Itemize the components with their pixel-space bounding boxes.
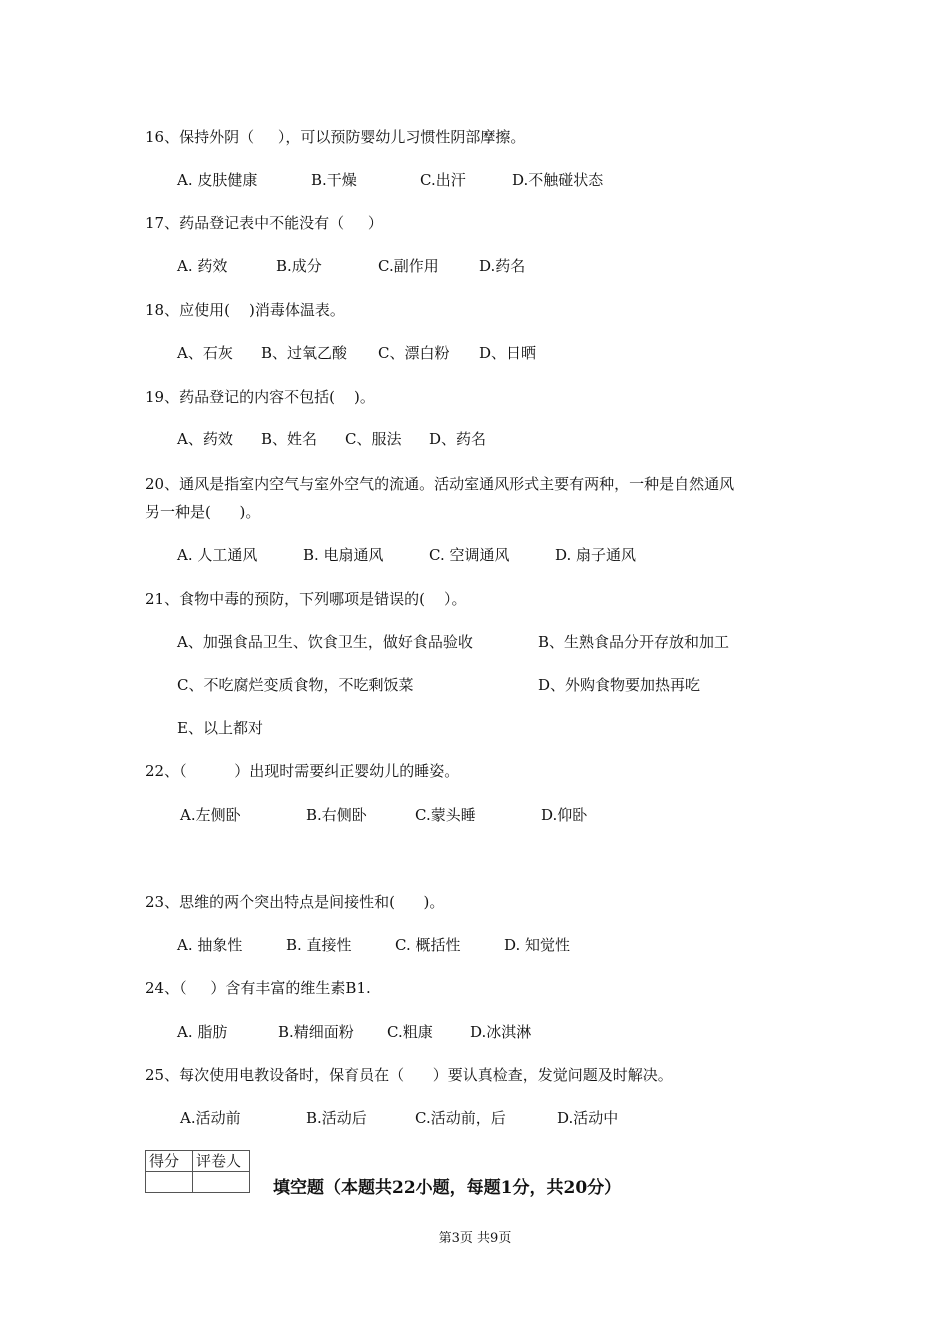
question-16-option-a: A. 皮肤健康 — [177, 171, 258, 189]
question-23-option-a: A. 抽象性 — [177, 936, 243, 954]
question-16-option-d: D.不触碰状态 — [512, 171, 604, 189]
score-cell[interactable] — [146, 1172, 193, 1193]
question-22-option-a: A.左侧卧 — [180, 806, 241, 824]
question-19-option-a: A、药效 — [177, 430, 233, 448]
question-16-option-c: C.出汗 — [420, 171, 466, 189]
question-18-stem: 18、应使用( )消毒体温表。 — [145, 301, 345, 319]
question-18-option-d: D、日晒 — [479, 344, 537, 362]
grader-header: 评卷人 — [193, 1151, 250, 1172]
question-20-option-d: D. 扇子通风 — [555, 546, 637, 564]
question-17-option-b: B.成分 — [276, 257, 322, 275]
score-header: 得分 — [146, 1151, 193, 1172]
question-20-option-b: B. 电扇通风 — [303, 546, 384, 564]
question-17-option-d: D.药名 — [479, 257, 526, 275]
question-25-option-a: A.活动前 — [180, 1109, 241, 1127]
question-22-stem: 22、（ ）出现时需要纠正婴幼儿的睡姿。 — [145, 762, 460, 780]
section-title: 填空题（本题共22小题，每题1分，共20分） — [273, 1178, 622, 1198]
question-17-option-c: C.副作用 — [378, 257, 439, 275]
grader-cell[interactable] — [193, 1172, 250, 1193]
question-21-option-c: C、不吃腐烂变质食物，不吃剩饭菜 — [177, 676, 414, 694]
question-24-stem: 24、（ ）含有丰富的维生素B1. — [145, 979, 371, 997]
question-21-stem: 21、食物中毒的预防，下列哪项是错误的( ）。 — [145, 590, 467, 608]
question-21-option-e: E、以上都对 — [177, 719, 263, 737]
question-16-stem: 16、保持外阴（ ），可以预防婴幼儿习惯性阴部摩擦。 — [145, 128, 526, 146]
question-24-option-b: B.精细面粉 — [278, 1023, 354, 1041]
question-19-option-c: C、服法 — [345, 430, 402, 448]
question-17-stem: 17、药品登记表中不能没有（ ） — [145, 214, 383, 232]
question-19-option-d: D、药名 — [429, 430, 487, 448]
page-footer: 第3页 共9页 — [438, 1231, 512, 1246]
question-24-option-c: C.粗康 — [387, 1023, 433, 1041]
question-25-option-b: B.活动后 — [306, 1109, 367, 1127]
question-24-option-d: D.冰淇淋 — [470, 1023, 532, 1041]
question-20-stem-line-2: 另一种是( )。 — [145, 503, 261, 521]
question-17-option-a: A. 药效 — [177, 257, 228, 275]
question-20-option-a: A. 人工通风 — [177, 546, 258, 564]
question-20-option-c: C. 空调通风 — [429, 546, 510, 564]
question-18-option-b: B、过氧乙酸 — [261, 344, 348, 362]
question-21-option-d: D、外购食物要加热再吃 — [538, 676, 701, 694]
question-25-option-c: C.活动前，后 — [415, 1109, 506, 1127]
score-table — [145, 1150, 250, 1193]
question-22-option-d: D.仰卧 — [541, 806, 588, 824]
question-19-option-b: B、姓名 — [261, 430, 318, 448]
question-22-option-b: B.右侧卧 — [306, 806, 367, 824]
question-23-option-c: C. 概括性 — [395, 936, 461, 954]
question-16-option-b: B.干燥 — [311, 171, 357, 189]
question-22-option-c: C.蒙头睡 — [415, 806, 476, 824]
question-23-option-d: D. 知觉性 — [504, 936, 571, 954]
question-25-stem: 25、每次使用电教设备时，保育员在（ ）要认真检查，发觉问题及时解决。 — [145, 1066, 673, 1084]
question-18-option-a: A、石灰 — [177, 344, 233, 362]
question-24-option-a: A. 脂肪 — [177, 1023, 228, 1041]
question-19-stem: 19、药品登记的内容不包括( )。 — [145, 388, 375, 406]
question-18-option-c: C、漂白粉 — [378, 344, 450, 362]
question-21-option-b: B、生熟食品分开存放和加工 — [538, 633, 730, 651]
question-20-stem-line-1: 20、通风是指室内空气与室外空气的流通。活动室通风形式主要有两种，一种是自然通风 — [145, 475, 735, 493]
question-21-option-a: A、加强食品卫生、饮食卫生，做好食品验收 — [177, 633, 473, 651]
question-25-option-d: D.活动中 — [557, 1109, 619, 1127]
question-23-stem: 23、思维的两个突出特点是间接性和( )。 — [145, 893, 445, 911]
question-23-option-b: B. 直接性 — [286, 936, 352, 954]
